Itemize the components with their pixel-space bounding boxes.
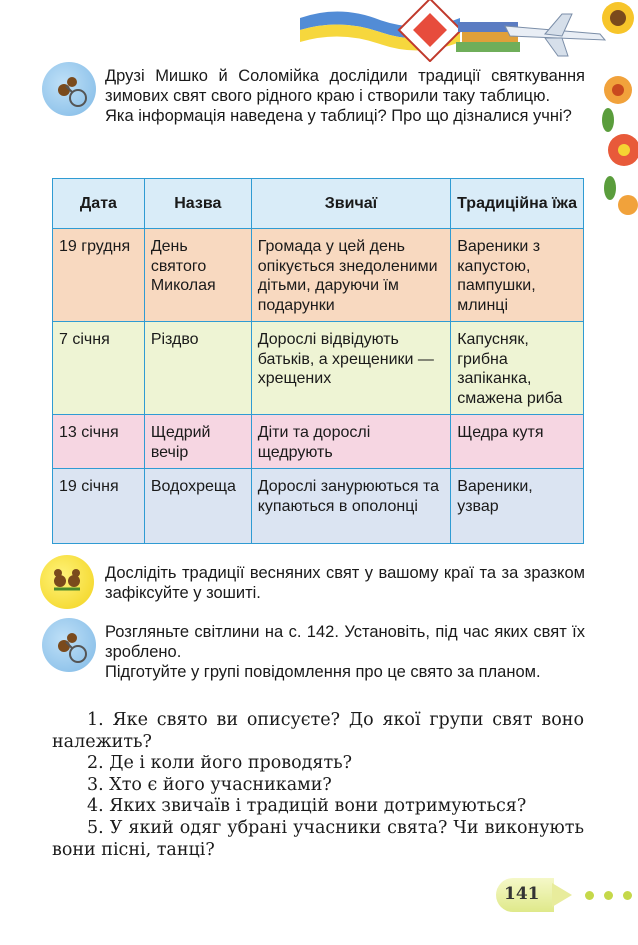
flower-ornament-icon — [588, 60, 638, 220]
dot-icon — [604, 891, 613, 900]
table-row — [53, 415, 584, 469]
plan-questions — [52, 710, 584, 861]
header-food: Традиційна їжа — [451, 179, 584, 229]
task-spring-text: Дослідіть традиції весняних свят у вашому краї та за зразком зафіксуйте у зошиті. — [105, 564, 585, 602]
pencil-tip — [552, 883, 572, 907]
header-customs: Звичаї — [251, 179, 450, 229]
cell-date: 7 січня — [53, 322, 145, 415]
cell-food: Вареники, узвар — [451, 469, 584, 544]
task-plan-text: Підготуйте у групі повідомлення про це свято за планом. — [105, 663, 541, 681]
cell-name: Водохреща — [144, 469, 251, 544]
intro-paragraph: Друзі Мишко й Соломійка дослідили традиції святкування зимових свят свого рідного краю і створили таку таблицю. — [105, 67, 585, 105]
traditions-table — [52, 178, 584, 544]
cell-date: 19 січня — [53, 469, 145, 544]
cell-name: Щедрий вечір — [144, 415, 251, 469]
task-photos — [105, 622, 585, 682]
cell-customs: Дорослі занурюються та купаються в ополонці — [251, 469, 450, 544]
cell-customs: Громада у цей день опікується знедоленими дітьми, даруючи їм подарунки — [251, 229, 450, 322]
ant-with-magnifier-icon — [42, 618, 96, 672]
embroidery-icon — [399, 0, 461, 61]
page-number: 141 — [504, 884, 540, 904]
ant-with-magnifier-icon — [42, 62, 96, 116]
cell-food: Капусняк, грибна запіканка, смажена риба — [451, 322, 584, 415]
table-row — [53, 229, 584, 322]
table-row — [53, 322, 584, 415]
cell-customs: Дорослі відвідують батьків, а хрещеники — хрещених — [251, 322, 450, 415]
cell-food: Вареники з капустою, пампушки, млинці — [451, 229, 584, 322]
question-item: 2. Де і коли його проводять? — [87, 753, 353, 774]
task-spring-holidays — [105, 563, 585, 603]
question-item: 5. У який одяг убрані учасники свята? Чи виконують вони пісні, танці? — [52, 817, 584, 860]
task-photos-text: Розгляньте світлини на с. 142. Установіть, під час яких свят їх зроблено. — [105, 623, 585, 661]
cell-name: Різдво — [144, 322, 251, 415]
two-ants-icon — [40, 555, 94, 609]
intro-text — [105, 66, 585, 126]
header-decoration — [300, 0, 638, 62]
cell-date: 19 грудня — [53, 229, 145, 322]
table-row — [53, 469, 584, 544]
sunflower-icon — [602, 2, 634, 34]
question-item: 1. Яке свято ви описуєте? До якої групи свят воно належить? — [52, 710, 584, 752]
dot-icon — [585, 891, 594, 900]
dot-icon — [623, 891, 632, 900]
page-number-tab — [496, 878, 638, 912]
header-name: Назва — [144, 179, 251, 229]
cell-customs: Діти та дорослі щедрують — [251, 415, 450, 469]
question-item: 4. Яких звичаїв і традицій вони дотримуються? — [87, 796, 527, 817]
header-date: Дата — [53, 179, 145, 229]
cell-date: 13 січня — [53, 415, 145, 469]
question-item: 3. Хто є його учасниками? — [87, 774, 332, 795]
intro-question: Яка інформація наведена у таблиці? Про що дізналися учні? — [105, 107, 572, 125]
table-header-row — [53, 179, 584, 229]
cell-name: День святого Миколая — [144, 229, 251, 322]
cell-food: Щедра кутя — [451, 415, 584, 469]
